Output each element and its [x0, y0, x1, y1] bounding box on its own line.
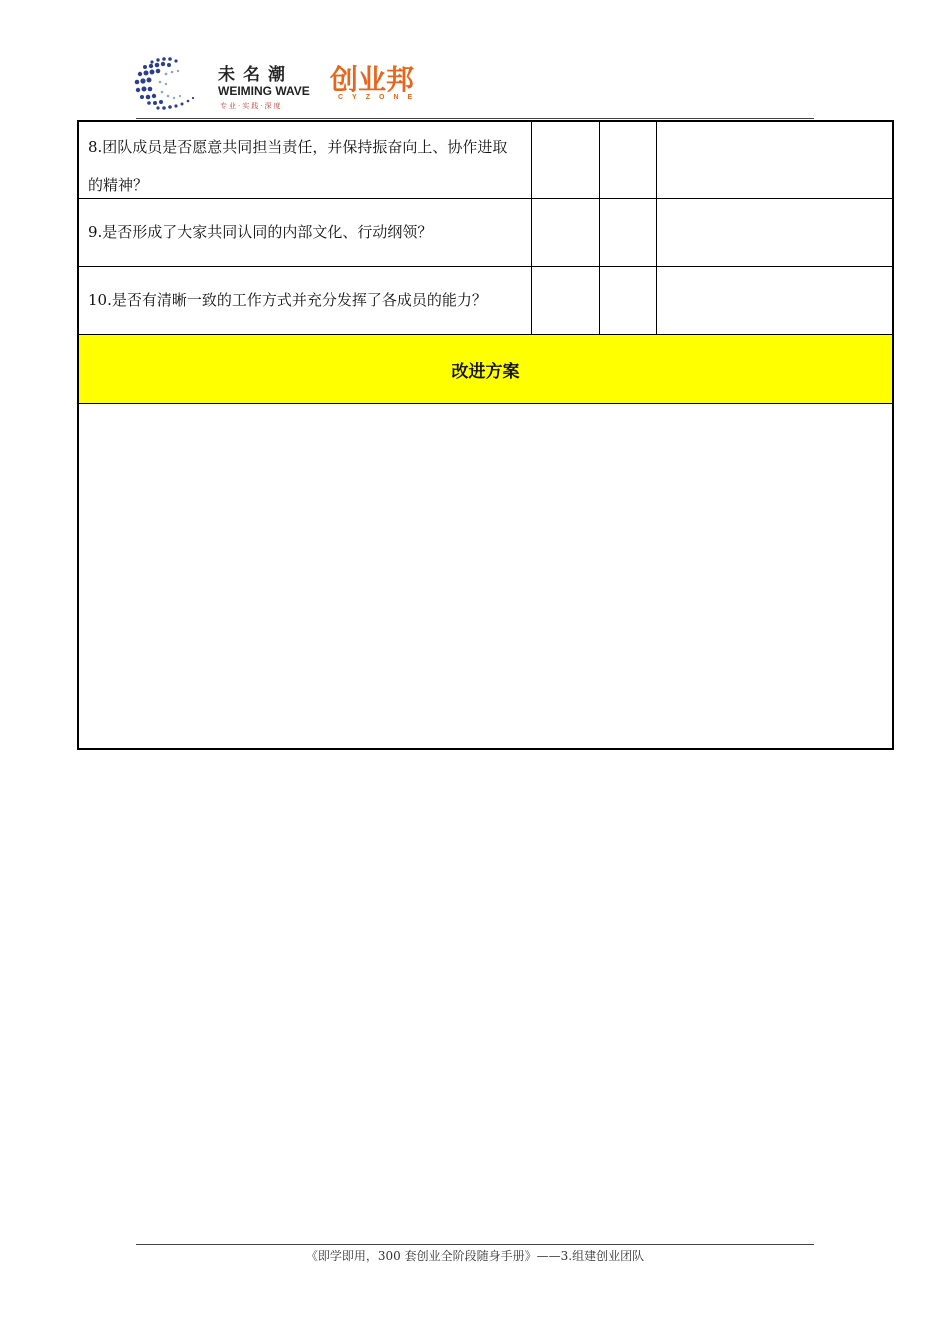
improvement-plan-area[interactable] — [79, 404, 892, 748]
table-row — [79, 267, 892, 335]
question-cell: 8.团队成员是否愿意共同担当责任，并保持振奋向上、协作进取的精神？ — [79, 122, 532, 198]
improvement-plan-heading: 改进方案 — [79, 335, 892, 404]
page-header — [132, 52, 816, 118]
remark-cell[interactable] — [657, 122, 892, 198]
table-row — [79, 199, 892, 267]
evaluation-table — [77, 120, 894, 750]
score-cell-a[interactable] — [532, 122, 600, 198]
weiming-brand-cn: 未名潮 — [218, 65, 293, 85]
remark-cell[interactable] — [657, 199, 892, 266]
page-footer: 《即学即用，300 套创业全阶段随身手册》——3.组建创业团队 — [305, 1249, 645, 1263]
cyzone-brand-en: CYZONE — [338, 94, 422, 101]
question-cell: 9.是否形成了大家共同认同的内部文化、行动纲领？ — [79, 199, 532, 266]
cyzone-brand-cn: 创业邦 — [330, 63, 415, 96]
score-cell-b[interactable] — [600, 122, 657, 198]
score-cell-a[interactable] — [532, 267, 600, 334]
question-cell: 10.是否有清晰一致的工作方式并充分发挥了各成员的能力？ — [79, 267, 532, 334]
score-cell-b[interactable] — [600, 267, 657, 334]
score-cell-a[interactable] — [532, 199, 600, 266]
weiming-wave-logo-icon — [132, 54, 216, 114]
footer-divider — [136, 1244, 814, 1245]
score-cell-b[interactable] — [600, 199, 657, 266]
header-divider — [136, 118, 814, 119]
weiming-brand-en: WEIMING WAVE — [218, 84, 310, 98]
remark-cell[interactable] — [657, 267, 892, 334]
table-row — [79, 122, 892, 199]
weiming-brand-slogan: 专业·实践·深度 — [220, 102, 283, 110]
